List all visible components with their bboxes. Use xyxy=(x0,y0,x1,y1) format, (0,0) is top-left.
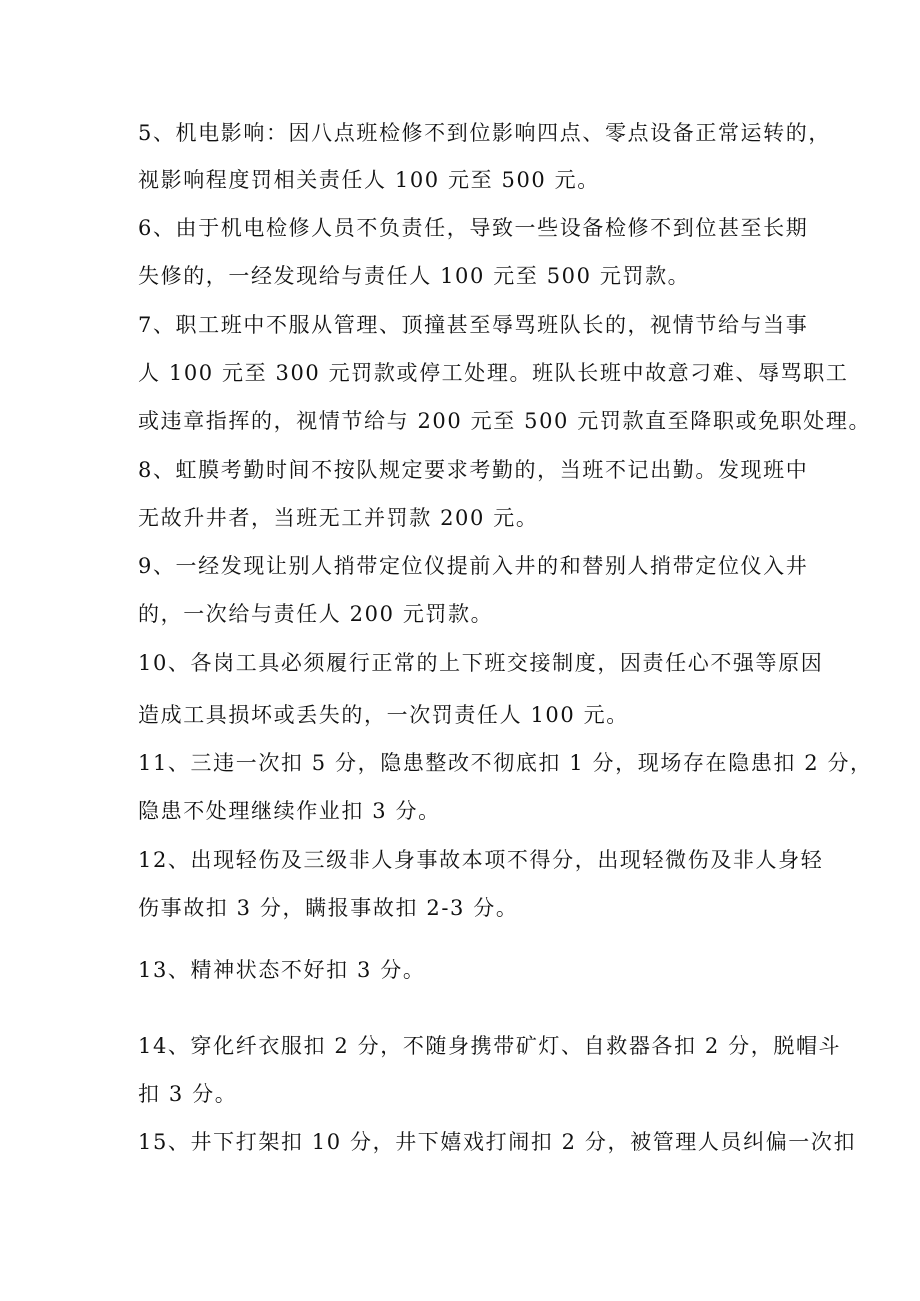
item-5-line-1: 5、机电影响：因八点班检修不到位影响四点、零点设备正常运转的， xyxy=(138,121,831,145)
item-9-line-1: 9、一经发现让别人捎带定位仪提前入井的和替别人捎带定位仪入井 xyxy=(138,554,809,578)
item-11-line-2: 隐患不处理继续作业扣 3 分。 xyxy=(138,799,441,823)
item-13-line-1: 13、精神状态不好扣 3 分。 xyxy=(138,958,426,982)
item-9-line-2: 的，一次给与责任人 200 元罚款。 xyxy=(138,602,494,626)
item-7-line-2: 人 100 元至 300 元罚款或停工处理。班队长班中故意刁难、辱骂职工 xyxy=(138,361,849,385)
item-6-line-1: 6、由于机电检修人员不负责任，导致一些设备检修不到位甚至长期 xyxy=(138,216,809,240)
item-8-line-1: 8、虹膜考勤时间不按队规定要求考勤的，当班不记出勤。发现班中 xyxy=(138,458,809,482)
item-15-line-1: 15、井下打架扣 10 分，井下嬉戏打闹扣 2 分，被管理人员纠偏一次扣 xyxy=(138,1130,857,1154)
item-7-line-3: 或违章指挥的，视情节给与 200 元至 500 元罚款直至降职或免职处理。 xyxy=(138,409,872,433)
item-8-line-2: 无故升井者，当班无工并罚款 200 元。 xyxy=(138,506,539,530)
item-7-line-1: 7、职工班中不服从管理、顶撞甚至辱骂班队长的，视情节给与当事 xyxy=(138,313,809,337)
item-11-line-1: 11、三违一次扣 5 分，隐患整改不彻底扣 1 分，现场存在隐患扣 2 分， xyxy=(138,751,873,775)
item-5-line-2: 视影响程度罚相关责任人 100 元至 500 元。 xyxy=(138,168,600,192)
item-12-line-2: 伤事故扣 3 分，瞒报事故扣 2-3 分。 xyxy=(138,896,519,920)
item-6-line-2: 失修的，一经发现给与责任人 100 元至 500 元罚款。 xyxy=(138,264,691,288)
item-10-line-2: 造成工具损坏或丢失的，一次罚责任人 100 元。 xyxy=(138,703,629,727)
item-10-line-1: 10、各岗工具必须履行正常的上下班交接制度，因责任心不强等原因 xyxy=(138,651,824,675)
item-14-line-1: 14、穿化纤衣服扣 2 分，不随身携带矿灯、自救器各扣 2 分，脱帽斗 xyxy=(138,1034,842,1058)
item-12-line-1: 12、出现轻伤及三级非人身事故本项不得分，出现轻微伤及非人身轻 xyxy=(138,848,824,872)
item-14-line-2: 扣 3 分。 xyxy=(138,1082,238,1106)
